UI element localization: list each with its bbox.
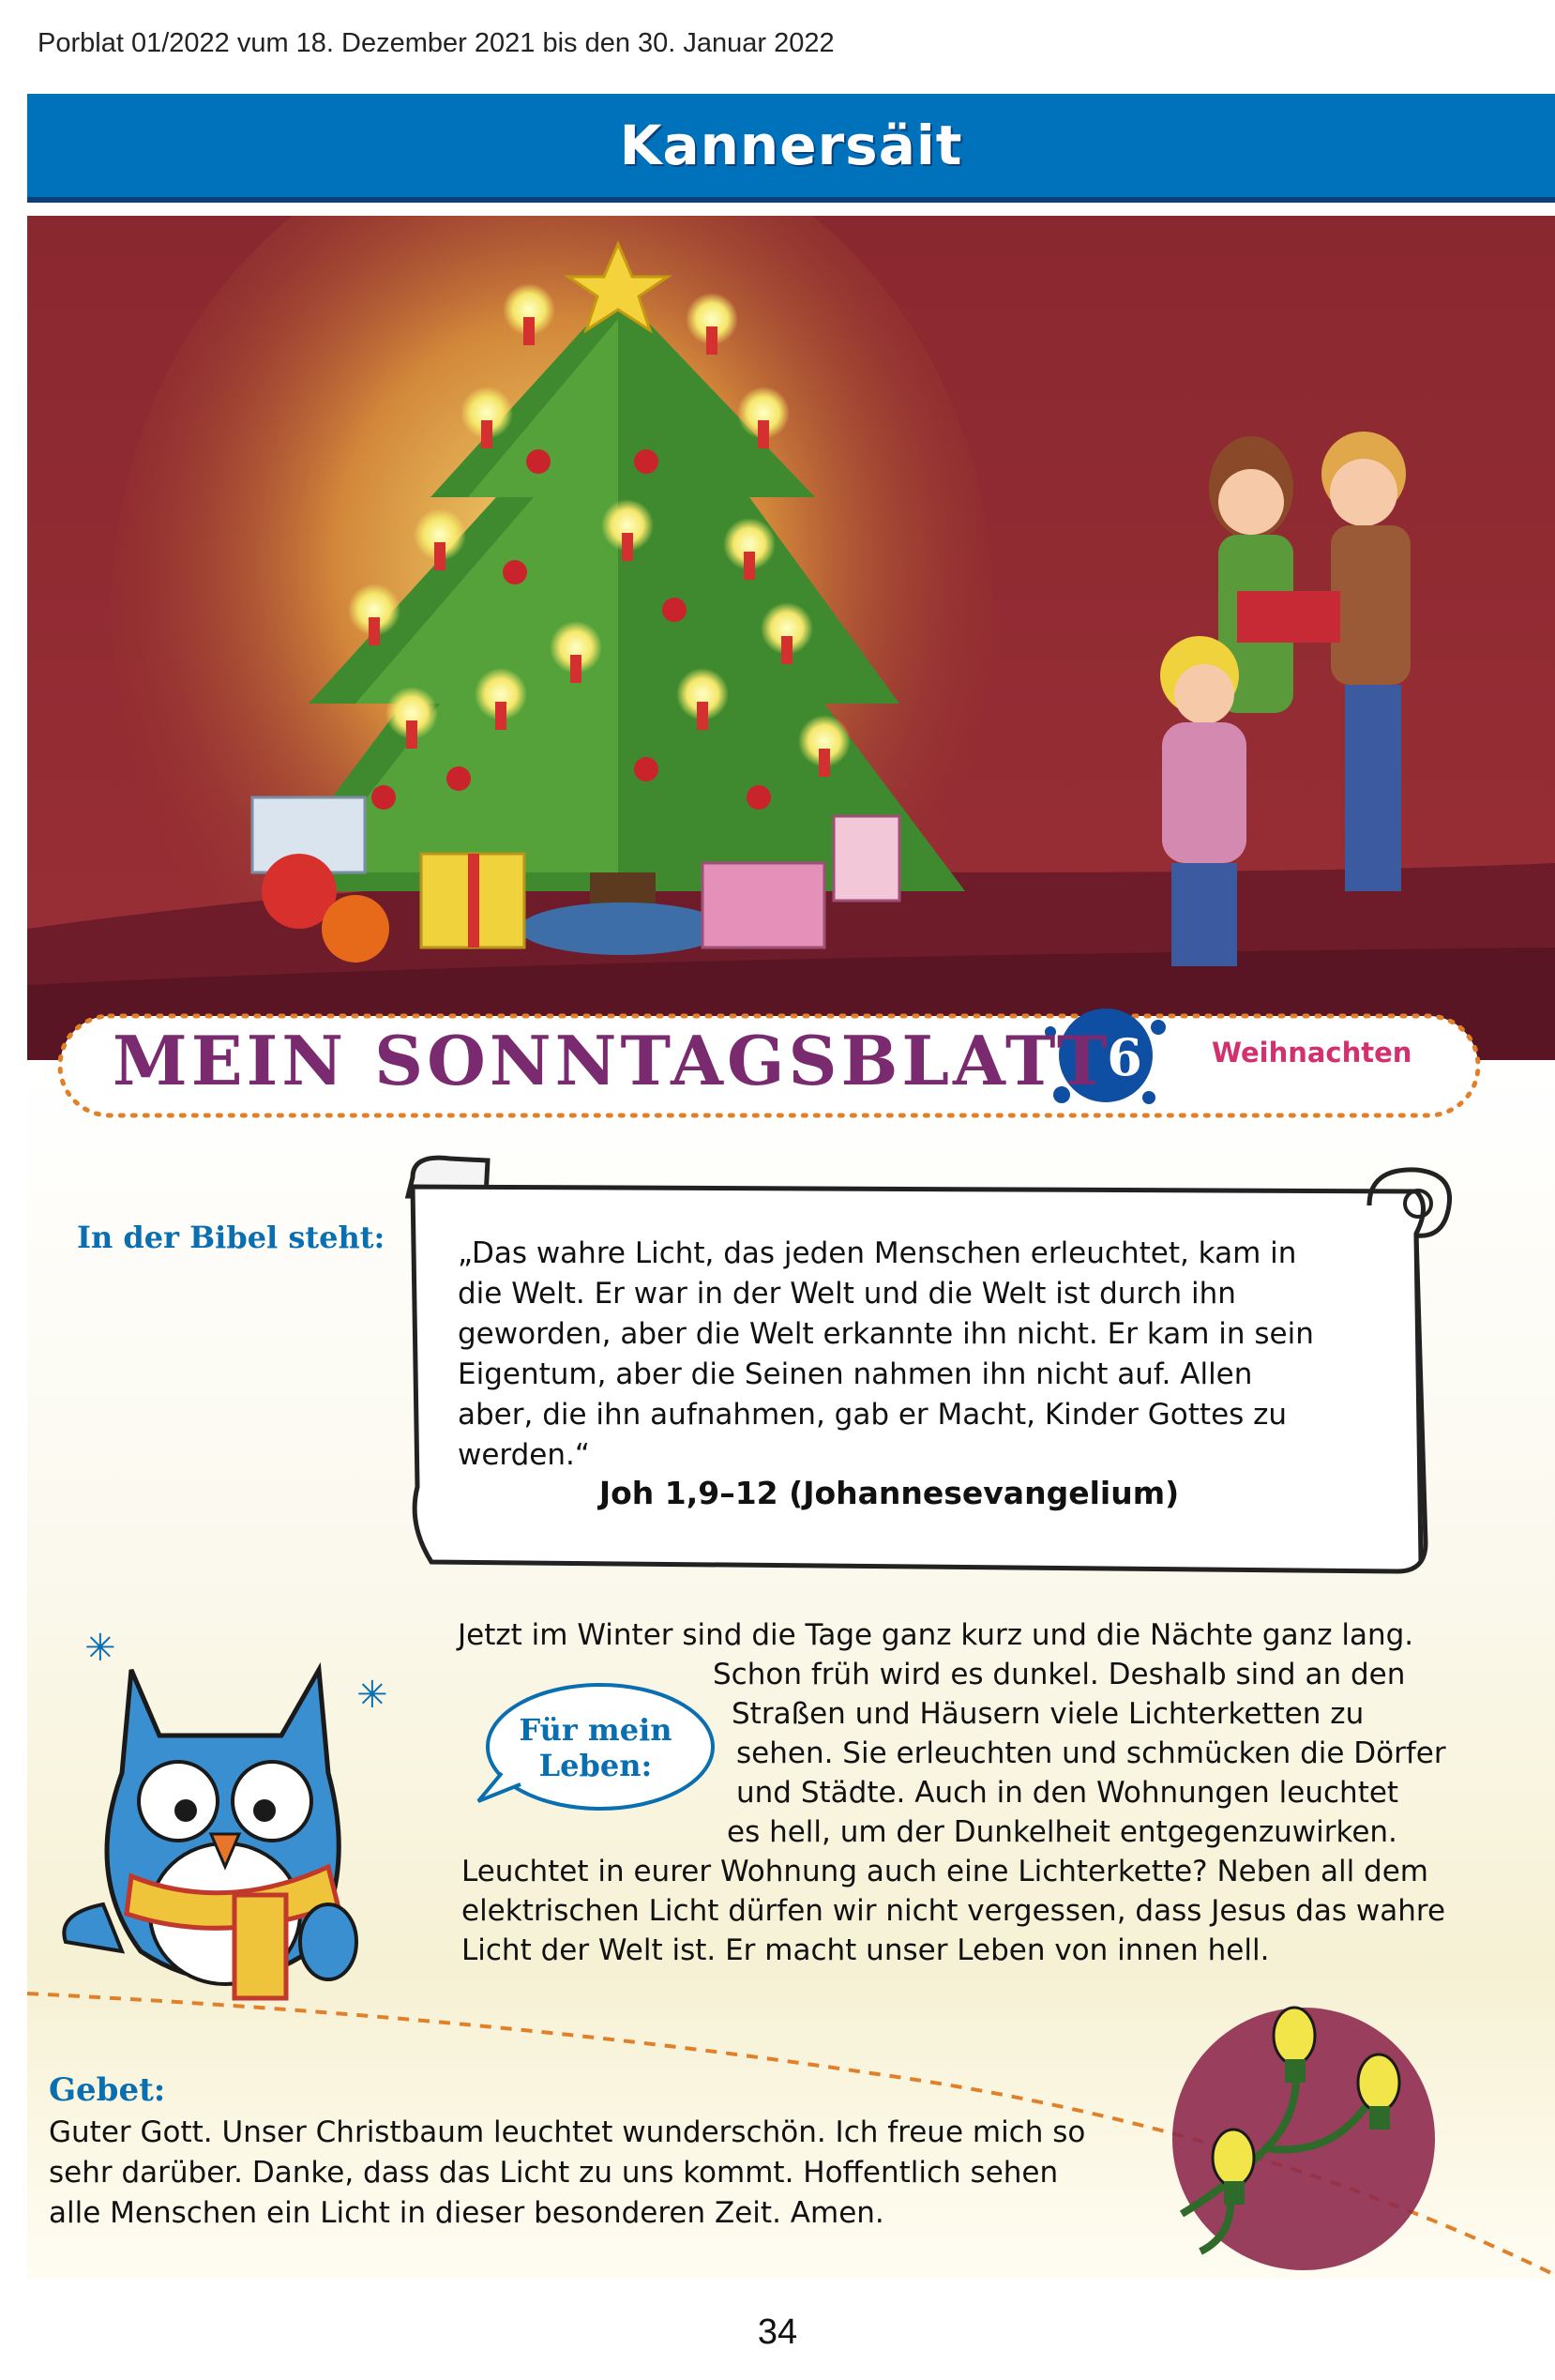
life-text-line: und Städte. Auch in den Wohnungen leuchtet — [736, 1776, 1399, 1810]
life-text-line: Straßen und Häusern viele Lichterketten zu — [732, 1697, 1365, 1731]
bible-reference: Joh 1,9–12 (Johannesevangelium) — [598, 1475, 1180, 1511]
life-text-line: Licht der Welt ist. Er macht unser Leben von innen hell. — [461, 1933, 1270, 1967]
page-title: Kannersäit — [619, 114, 963, 177]
title-bar — [27, 94, 1555, 203]
banner-subtitle: Weihnachten — [1212, 1037, 1412, 1069]
christmas-tree-scene-illustration — [27, 216, 1555, 1060]
svg-text:✳: ✳ — [356, 1674, 388, 1717]
prayer-label: Gebet: — [49, 2071, 166, 2109]
life-text-line: Leuchtet in eurer Wohnung auch eine Lichterkette? Neben all dem — [461, 1855, 1429, 1888]
owl-icon — [47, 1632, 403, 2026]
life-text-line: es hell, um der Dunkelheit entgegenzuwirken. — [727, 1815, 1397, 1849]
banner-number-badge: 6 — [1107, 1027, 1142, 1087]
life-text-line: Schon früh wird es dunkel. Deshalb sind an den — [713, 1658, 1406, 1691]
for-my-life-label-line1: Für mein — [519, 1712, 672, 1748]
bible-quote: „Das wahre Licht, das jeden Menschen erleuchtet, kam in die Welt. Er war in der Welt und die Welt ist durch ihn geworden, aber die Welt erkannte ihn nicht. Er kam in sein Eigentum, aber die Seinen nahmen ihn nicht auf. Allen aber, die ihn aufnahmen, gab er Macht, Kinder Gottes zu werden.“ — [458, 1236, 1314, 1472]
life-text-line: Jetzt im Winter sind die Tage ganz kurz und die Nächte ganz lang. — [458, 1618, 1414, 1652]
life-text-line: elektrischen Licht dürfen wir nicht vergessen, dass Jesus das wahre — [461, 1894, 1446, 1928]
svg-text:✳: ✳ — [84, 1632, 116, 1670]
bible-label: In der Bibel steht: — [77, 1220, 385, 1255]
page-number: 34 — [757, 2312, 798, 2352]
banner-title: MEIN SONNTAGSBLATT — [113, 1021, 1111, 1100]
header-line: Porblat 01/2022 vum 18. Dezember 2021 bis den 30. Januar 2022 — [38, 28, 835, 58]
string-lights-icon — [1144, 1998, 1472, 2280]
prayer-text: Guter Gott. Unser Christbaum leuchtet wunderschön. Ich freue mich so sehr darüber. Danke, dass das Licht zu uns kommt. Hoffentlich sehen alle Menschen ein Licht in dieser besonderen Zeit. Amen. — [49, 2115, 1086, 2230]
for-my-life-label — [506, 1712, 685, 1783]
for-my-life-label-line2: Leben: — [538, 1748, 653, 1783]
life-text-line: sehen. Sie erleuchten und schmücken die Dörfer — [736, 1736, 1446, 1770]
